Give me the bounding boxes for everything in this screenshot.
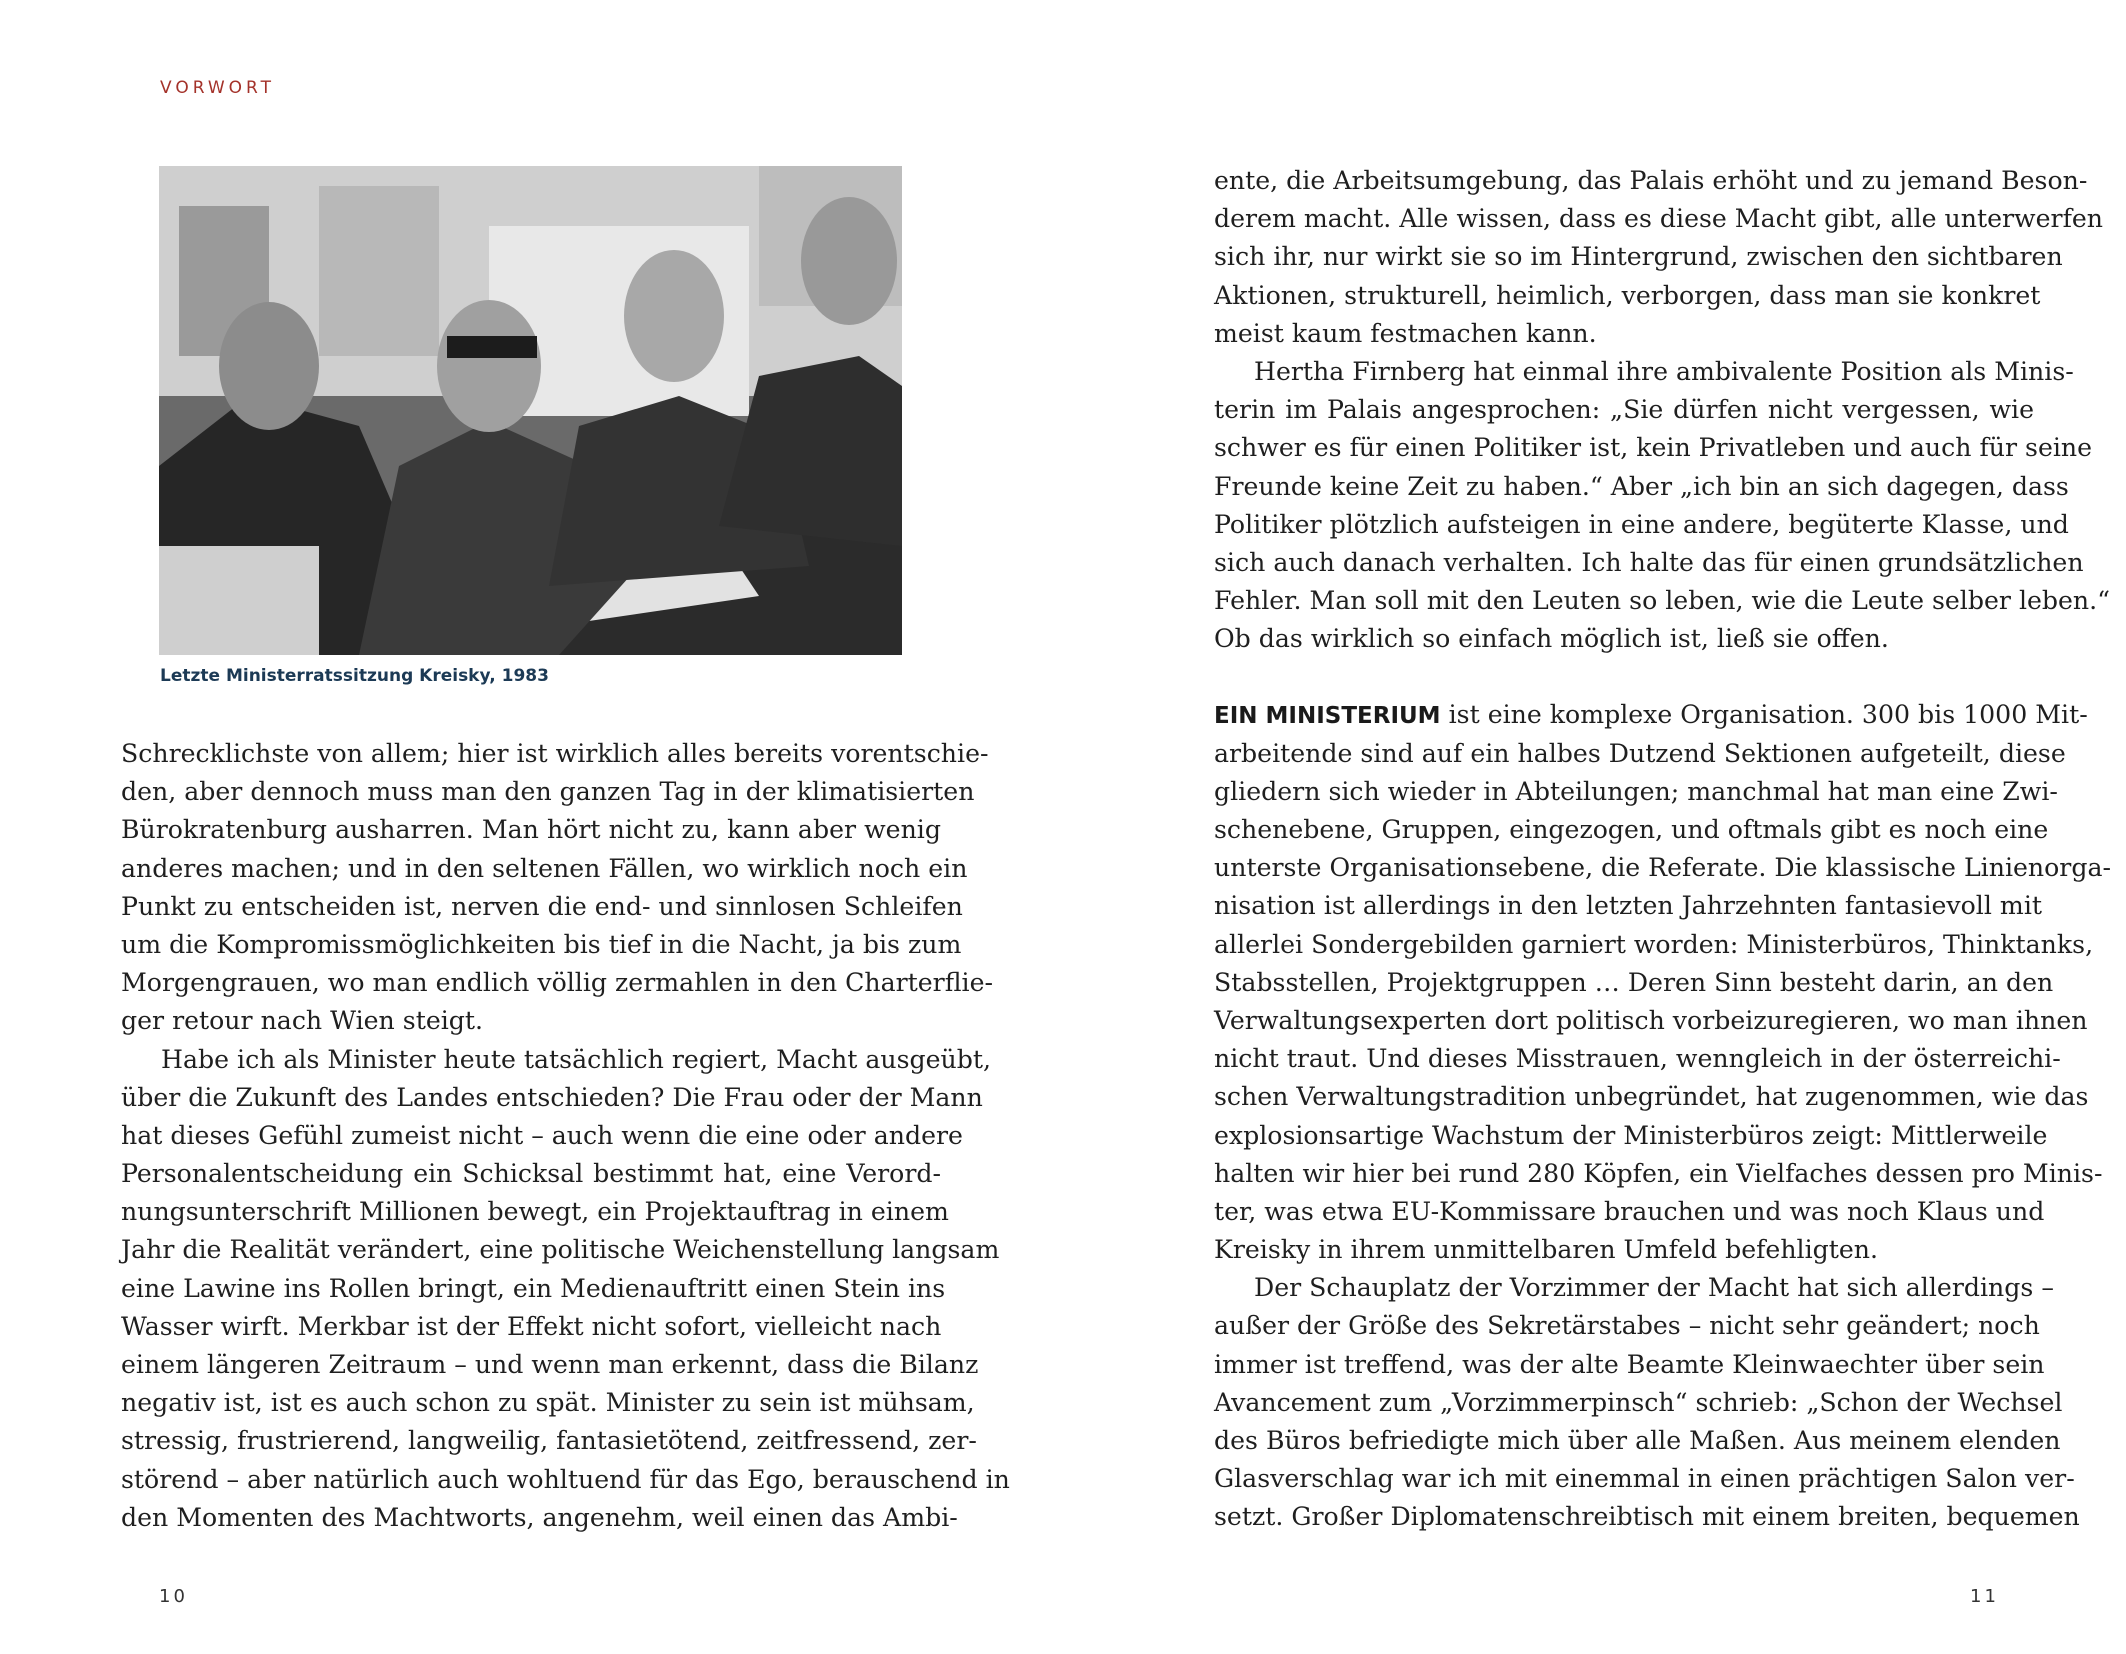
page-number: 10 (159, 1586, 188, 1607)
text-line: setzt. Großer Diplomatenschreibtisch mit einem breiten, bequemen (1214, 1502, 2080, 1532)
text-line: Aktionen, strukturell, heimlich, verborgen, dass man sie konkret (1214, 280, 2041, 310)
right-body-text (1214, 162, 2111, 1537)
section-break (1214, 658, 2034, 696)
text-line: schwer es für einen Politiker ist, kein Privatleben und auch für seine (1214, 433, 2093, 463)
photo-caption: Letzte Ministerratssitzung Kreisky, 1983 (160, 666, 549, 686)
text-line: Der Schauplatz der Vorzimmer der Macht hat sich allerdings – (1254, 1273, 2054, 1303)
text-line: nungsunterschrift Millionen bewegt, ein Projektauftrag in einem (121, 1197, 949, 1227)
text-line: Punkt zu entscheiden ist, nerven die end- und sinnlosen Schleifen (121, 891, 963, 921)
text-line: ger retour nach Wien steigt. (121, 1006, 484, 1036)
text-line: gliedern sich wieder in Abteilungen; manchmal hat man eine Zwi- (1214, 776, 2058, 806)
text-line: sich auch danach verhalten. Ich halte das für einen grundsätzlichen (1214, 547, 2084, 577)
photograph (159, 166, 902, 655)
text-line: Wasser wirft. Merkbar ist der Effekt nicht sofort, vielleicht nach (121, 1311, 942, 1341)
page-number: 11 (1970, 1586, 1999, 1607)
text-line: einem längeren Zeitraum – und wenn man erkennt, dass die Bilanz (121, 1350, 979, 1379)
text-line: Schrecklichste von allem; hier ist wirklich alles bereits vorentschie- (121, 739, 989, 768)
text-line: ente, die Arbeitsumgebung, das Palais erhöht und zu jemand Beson- (1214, 166, 2088, 195)
text-line: Jahr die Realität verändert, eine politische Weichenstellung langsam (121, 1235, 1000, 1265)
text-line: außer der Größe des Sekretärstabes – nicht sehr geändert; noch (1214, 1311, 2040, 1341)
text-line: Kreisky in ihrem unmittelbaren Umfeld befehligten. (1214, 1235, 1879, 1265)
text-line: meist kaum festmachen kann. (1214, 318, 1597, 348)
text-line: explosionsartige Wachstum der Ministerbüros zeigt: Mittlerweile (1214, 1120, 2048, 1150)
text-line: störend – aber natürlich auch wohltuend für das Ego, berauschend in (121, 1464, 1010, 1494)
text-line: Fehler. Man soll mit den Leuten so leben, wie die Leute selber leben.“ (1214, 586, 2111, 616)
text-line: hat dieses Gefühl zumeist nicht – auch wenn die eine oder andere (121, 1120, 963, 1150)
text-line: sich ihr, nur wirkt sie so im Hintergrund, zwischen den sichtbaren (1214, 242, 2063, 272)
text-line-rest: ist eine komplexe Organisation. 300 bis 1000 Mit- (1440, 700, 2088, 730)
text-line: Glasverschlag war ich mit einemmal in einen prächtigen Salon ver- (1214, 1464, 2075, 1494)
text-line: Morgengrauen, wo man endlich völlig zermahlen in den Charterflie- (121, 968, 993, 998)
text-line: Ob das wirklich so einfach möglich ist, ließ sie offen. (1214, 624, 1889, 654)
text-line: des Büros befriedigte mich über alle Maßen. Aus meinem elenden (1214, 1426, 2061, 1455)
text-line: unterste Organisationsebene, die Referate. Die klassische Linienorga- (1214, 853, 2111, 883)
text-line: ter, was etwa EU-Kommissare brauchen und was noch Klaus und (1214, 1196, 2045, 1226)
text-line: Hertha Firnberg hat einmal ihre ambivalente Position als Minis- (1254, 356, 2074, 386)
text-line: negativ ist, ist es auch schon zu spät. Minister zu sein ist mühsam, (121, 1388, 975, 1418)
text-line: stressig, frustrierend, langweilig, fantasietötend, zeitfressend, zer- (121, 1426, 977, 1456)
text-line: schen Verwaltungstradition unbegründet, hat zugenommen, wie das (1214, 1082, 2089, 1112)
text-line: Freunde keine Zeit zu haben.“ Aber „ich bin an sich dagegen, dass (1214, 471, 2069, 501)
text-line: Habe ich als Minister heute tatsächlich regiert, Macht ausgeübt, (161, 1044, 992, 1074)
text-line: über die Zukunft des Landes entschieden? Die Frau oder der Mann (121, 1082, 983, 1112)
text-line: Stabsstellen, Projektgruppen … Deren Sinn besteht darin, an den (1214, 967, 2054, 997)
text-line: allerlei Sondergebilden garniert worden: Ministerbüros, Thinktanks, (1214, 929, 2094, 959)
text-line: eine Lawine ins Rollen bringt, ein Medienauftritt einen Stein ins (121, 1273, 946, 1303)
section-run-in-heading: EIN MINISTERIUM (1214, 703, 1441, 730)
text-line: Politiker plötzlich aufsteigen in eine andere, begüterte Klasse, und (1214, 509, 2069, 539)
right-page (1063, 0, 2126, 1654)
text-line: arbeitende sind auf ein halbes Dutzend Sektionen aufgeteilt, diese (1214, 738, 2066, 768)
text-line: Bürokratenburg ausharren. Man hört nicht zu, kann aber wenig (121, 815, 941, 845)
text-line: schenebene, Gruppen, eingezogen, und oftmals gibt es noch eine (1214, 815, 2049, 844)
text-line: anderes machen; und in den seltenen Fällen, wo wirklich noch ein (121, 853, 968, 883)
text-line: terin im Palais angesprochen: „Sie dürfen nicht vergessen, wie (1214, 395, 2034, 425)
running-header: VORWORT (160, 78, 275, 98)
text-line: den, aber dennoch muss man den ganzen Tag in der klimatisierten (121, 777, 975, 807)
text-line: den Momenten des Machtworts, angenehm, weil einen das Ambi- (121, 1502, 958, 1532)
text-line: Verwaltungsexperten dort politisch vorbeizuregieren, wo man ihnen (1214, 1005, 2088, 1035)
text-line: nisation ist allerdings in den letzten Jahrzehnten fantasievoll mit (1214, 891, 2042, 921)
text-line: Avancement zum „Vorzimmerpinsch“ schrieb: „Schon der Wechsel (1214, 1387, 2063, 1417)
text-line: immer ist treffend, was der alte Beamte Kleinwaechter über sein (1214, 1349, 2045, 1379)
text-line: derem macht. Alle wissen, dass es diese Macht gibt, alle unterwerfen (1214, 204, 2104, 234)
text-line: nicht traut. Und dieses Misstrauen, wenngleich in der österreichi- (1214, 1044, 2061, 1074)
text-line: Personalentscheidung ein Schicksal bestimmt hat, eine Verord- (121, 1159, 941, 1189)
photo-illustration (159, 166, 902, 655)
text-line: um die Kompromissmöglichkeiten bis tief in die Nacht, ja bis zum (121, 929, 962, 959)
left-body-text (121, 735, 1010, 1537)
text-line: halten wir hier bei rund 280 Köpfen, ein Vielfaches dessen pro Minis- (1214, 1158, 2103, 1188)
text-line (1214, 696, 2088, 734)
